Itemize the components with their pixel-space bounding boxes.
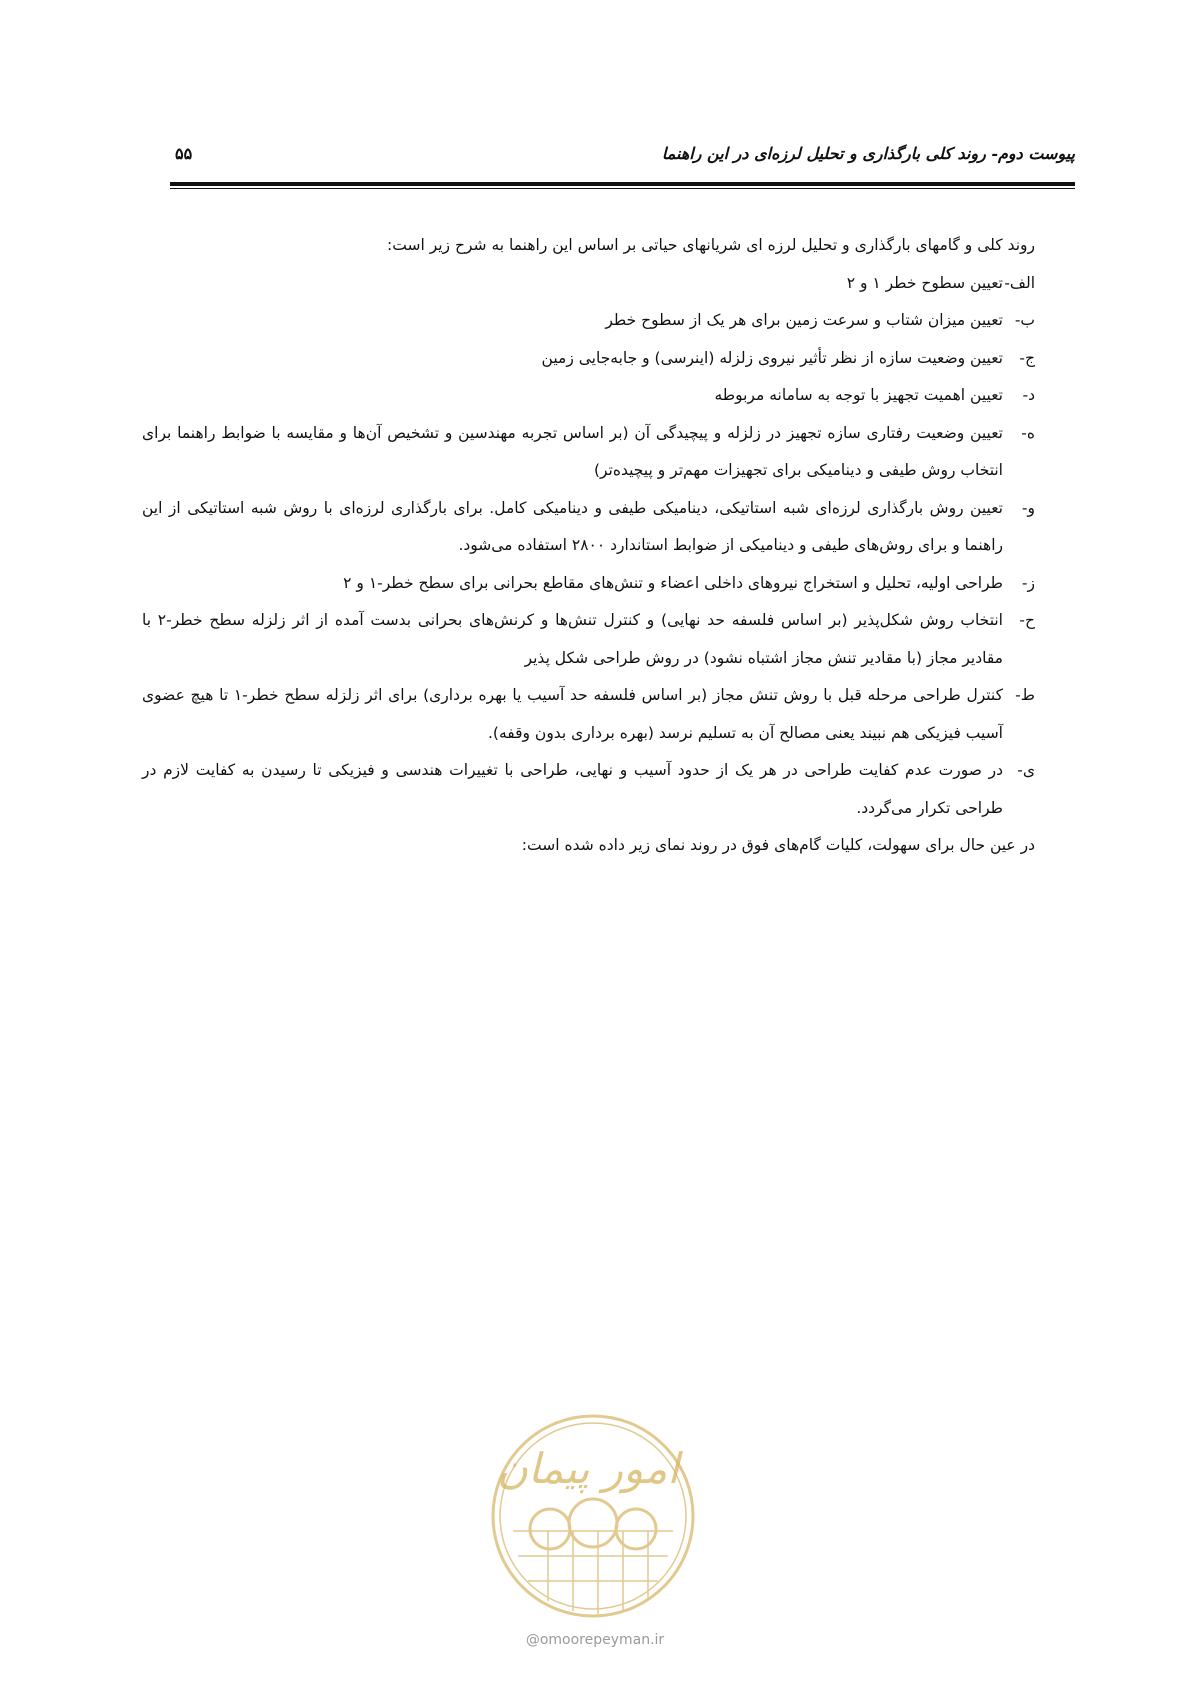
watermark-site: [490, 1632, 700, 1648]
list-item-text: تعیین اهمیت تجهیز با توجه به سامانه مربوطه: [714, 386, 1003, 404]
list-item: [142, 490, 1035, 565]
list-item-text: تعیین روش بارگذاری لرزه‌ای شبه استاتیکی، دینامیکی طیفی و دینامیکی کامل. برای بارگذاری لرزه‌ای با روش شبه استاتیکی از این راهنما و برای روش‌های طیفی و دینامیکی از ضوابط استاندارد ۲۸۰۰ استفاده می‌شود.: [142, 498, 1003, 554]
list-item-label: ح-: [1019, 611, 1035, 629]
list-item: [142, 602, 1035, 677]
list-item-text: تعیین وضعیت سازه از نظر تأثیر نیروی زلزله (اینرسی) و جابه‌جایی زمین: [541, 348, 1003, 367]
list-item: [142, 302, 1035, 340]
header-title: پیوست دوم- روند کلی بارگذاری و تحلیل لرزه‌ای در این راهنما: [661, 144, 1075, 163]
header-rule-thin: [170, 188, 1075, 189]
list-item-text: تعیین سطوح خطر ۱ و ۲: [846, 273, 1003, 292]
page-header: [175, 144, 1075, 170]
list-item: [142, 377, 1035, 415]
list-item-label: ی-: [1017, 761, 1035, 779]
list-item: [142, 265, 1035, 303]
list-item: [142, 340, 1035, 378]
list-item-text: تعیین میزان شتاب و سرعت زمین برای هر یک از سطوح خطر: [605, 311, 1003, 329]
list-item: [142, 752, 1035, 827]
list-item-label: د-: [1022, 386, 1035, 404]
list-item-text: در صورت عدم کفایت طراحی در هر یک از حدود آسیب و نهایی، طراحی با تغییرات هندسی و فیزیکی تا رسیدن به کفایت لازم در طراحی تکرار می‌گردد.: [142, 761, 1003, 817]
intro-paragraph: روند کلی و گامهای بارگذاری و تحلیل لرزه ای شریانهای حیاتی بر اساس این راهنما به شرح زیر است:: [387, 236, 1035, 254]
list-item: [142, 565, 1035, 603]
list-item-text: انتخاب روش شکل‌پذیر (بر اساس فلسفه حد نهایی) و کنترل تنش‌ها و کرنش‌های بحرانی بدست آمده از اثر زلزله سطح خطر-۲ با مقادیر مجاز (با مقادیر تنش مجاز اشتباه نشود) در روش طراحی شکل پذیر: [142, 611, 1003, 667]
at-icon: @: [525, 1632, 540, 1648]
list-item-label: ج-: [1019, 348, 1035, 367]
list-item-text: کنترل طراحی مرحله قبل با روش تنش مجاز (بر اساس فلسفه حد آسیب یا بهره برداری) برای اثر زلزله سطح خطر-۱ تا هیچ عضوی آسیب فیزیکی هم نبیند یعنی مصالح آن به تسلیم نرسد (بهره برداری بدون وقفه).: [142, 686, 1003, 742]
list-item-label: ز-: [1021, 573, 1035, 592]
list-item: [142, 415, 1035, 490]
list-item-label: و-: [1021, 498, 1035, 517]
watermark-logo: [488, 1411, 698, 1621]
header-rule-thick: [170, 182, 1075, 186]
list-item-label: ط-: [1015, 686, 1035, 704]
watermark-site-text: omoorepeyman.ir: [539, 1632, 665, 1648]
list-item: [142, 677, 1035, 752]
closing-paragraph: در عین حال برای سهولت، کلیات گام‌های فوق در روند نمای زیر داده شده است:: [521, 836, 1035, 854]
page-number: ۵۵: [175, 144, 193, 163]
body-text: [142, 227, 1035, 865]
list-item-text: تعیین وضعیت رفتاری سازه تجهیز در زلزله و پیچیدگی آن (بر اساس تجربه مهندسین و تشخیص آن‌ها و مقایسه با ضوابط راهنما برای انتخاب روش طیفی و دینامیکی برای تجهیزات مهم‌تر و پیچیده‌تر): [142, 423, 1003, 479]
list-item-label: الف-: [1004, 273, 1035, 292]
list-item-text: طراحی اولیه، تحلیل و استخراج نیروهای داخلی اعضاء و تنش‌های مقاطع بحرانی برای سطح خطر-۱ و ۲: [343, 573, 1003, 592]
list-item-label: ب-: [1014, 311, 1035, 329]
watermark-logo-text: امور پیمان: [497, 1444, 679, 1493]
list-item-label: ه-: [1021, 423, 1035, 442]
